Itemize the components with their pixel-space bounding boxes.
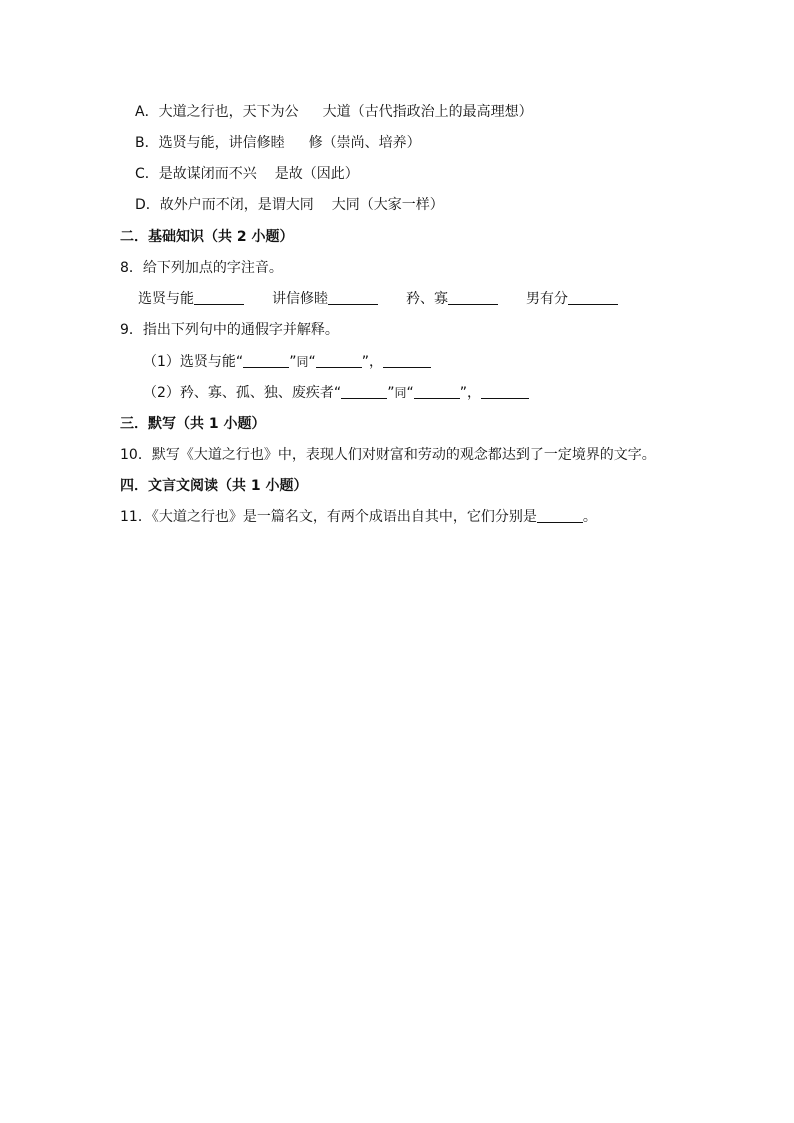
answer-blank[interactable]: [243, 353, 289, 368]
option-b: [135, 133, 421, 153]
section-heading-dictation: 三．默写（共 1 小题）: [120, 416, 266, 432]
quote-open: “: [235, 354, 244, 370]
quote-close: ”: [387, 385, 395, 401]
answer-blank[interactable]: [383, 353, 431, 368]
question-11-text: 11．《大道之行也》是一篇名文，有两个成语出自其中，它们分别是: [120, 509, 537, 525]
question-9-sub2: [143, 383, 529, 403]
question-8-items: [138, 289, 618, 309]
question-11: [120, 507, 597, 527]
answer-blank[interactable]: [194, 290, 244, 305]
question-8-stem: 8．给下列加点的字注音。: [120, 260, 283, 276]
option-gloss: 修（崇尚、培养）: [308, 135, 421, 151]
option-gloss: 是故（因此）: [274, 166, 359, 182]
q8-item: 选贤与能: [138, 291, 194, 307]
option-letter: C．: [135, 166, 159, 182]
option-phrase: 故外户而不闭，是谓大同: [159, 197, 314, 213]
answer-blank[interactable]: [316, 353, 362, 368]
answer-blank[interactable]: [328, 290, 378, 305]
quote-close: ”: [289, 354, 297, 370]
question-10: 10．默写《大道之行也》中，表现人们对财富和劳动的观念都达到了一定境界的文字。: [120, 447, 656, 463]
sub-text: 矜、寡、孤、独、废疾者: [179, 385, 334, 401]
option-letter: D．: [135, 197, 160, 213]
quote-close: ”: [361, 354, 369, 370]
comma: ，: [369, 354, 383, 370]
option-d: [135, 195, 444, 215]
option-phrase: 大道之行也，天下为公: [158, 104, 299, 120]
option-gloss: 大道（古代指政治上的最高理想）: [322, 104, 533, 120]
answer-blank[interactable]: [341, 384, 387, 399]
option-letter: A．: [135, 104, 159, 120]
question-9-sub1: [143, 352, 431, 372]
quote-open: “: [308, 354, 316, 370]
comma: ，: [467, 385, 481, 401]
option-a: [135, 102, 533, 122]
section-heading-basics: 二．基础知识（共 2 小题）: [120, 229, 294, 245]
question-9-stem: 9．指出下列句中的通假字并解释。: [120, 322, 339, 338]
q8-item: 男有分: [526, 291, 568, 307]
option-letter: B．: [135, 135, 159, 151]
answer-blank[interactable]: [537, 508, 583, 523]
option-gloss: 大同（大家一样）: [331, 197, 444, 213]
quote-close: ”: [459, 385, 467, 401]
quote-open: “: [406, 385, 414, 401]
section-heading-classical-reading: 四．文言文阅读（共 1 小题）: [120, 478, 308, 494]
sub-number: （1）: [143, 354, 180, 370]
answer-blank[interactable]: [414, 384, 460, 399]
q8-item: 矜、寡: [406, 291, 448, 307]
q8-item: 讲信修睦: [272, 291, 328, 307]
tong-label: 同: [394, 386, 407, 400]
quote-open: “: [333, 385, 342, 401]
tong-label: 同: [296, 355, 309, 369]
answer-blank[interactable]: [448, 290, 498, 305]
question-11-end: 。: [582, 509, 597, 525]
sub-number: （2）: [143, 385, 180, 401]
answer-blank[interactable]: [481, 384, 529, 399]
option-c: [135, 164, 359, 184]
option-phrase: 选贤与能，讲信修睦: [158, 135, 285, 151]
answer-blank[interactable]: [568, 290, 618, 305]
sub-text: 选贤与能: [179, 354, 236, 370]
option-phrase: 是故谋闭而不兴: [158, 166, 257, 182]
